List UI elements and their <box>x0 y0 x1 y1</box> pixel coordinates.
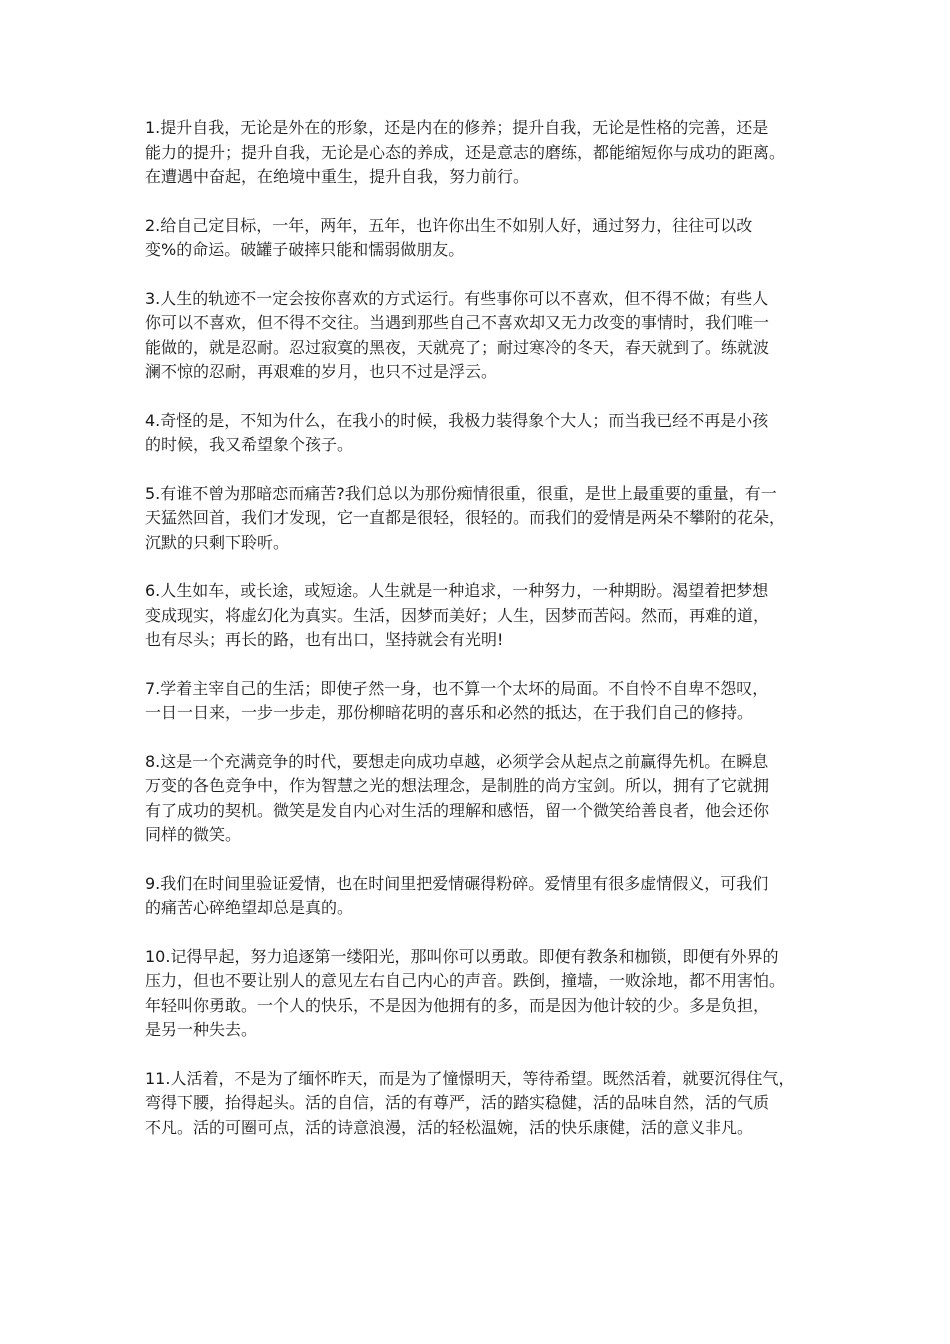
paragraph-line: 10.记得早起，努力追逐第一缕阳光，那叫你可以勇敢。即便有教条和枷锁，即便有外界的 <box>145 946 779 966</box>
paragraph-line: 澜不惊的忍耐，再艰难的岁月，也只不过是浮云。 <box>145 362 498 381</box>
paragraph-line: 你可以不喜欢，但不得不交往。当遇到那些自己不喜欢却又无力改变的事情时，我们唯一 <box>145 313 770 332</box>
paragraph-line: 万变的各色竞争中，作为智慧之光的想法理念，是制胜的尚方宝剑。所以，拥有了它就拥 <box>145 776 770 795</box>
paragraph-10 <box>145 945 835 1043</box>
paragraph-line: 是另一种失去。 <box>145 1020 258 1039</box>
paragraph-4 <box>145 409 835 458</box>
paragraph-6 <box>145 579 835 653</box>
paragraph-line: 变%的命运。破罐子破摔只能和懦弱做朋友。 <box>145 240 465 259</box>
paragraph-line: 1.提升自我，无论是外在的形象，还是内在的修养；提升自我，无论是性格的完善，还是 <box>145 118 769 137</box>
paragraph-line: 11.人活着，不是为了缅怀昨天，而是为了憧憬明天，等待希望。既然活着，就要沉得住气， <box>145 1068 795 1088</box>
paragraph-line: 变成现实，将虚幻化为真实。生活，因梦而美好；人生，因梦而苦闷。然而，再难的道， <box>145 605 770 625</box>
paragraph-line: 弯得下腰，抬得起头。活的自信，活的有尊严，活的踏实稳健，活的品味自然，活的气质 <box>145 1093 770 1112</box>
paragraph-8 <box>145 750 835 848</box>
paragraph-line: 3.人生的轨迹不一定会按你喜欢的方式运行。有些事你可以不喜欢，但不得不做；有些人 <box>145 288 769 308</box>
paragraph-line: 4.奇怪的是，不知为什么，在我小的时候，我极力装得象个大人；而当我已经不再是小孩 <box>145 410 769 430</box>
paragraph-line: 压力，但也不要让别人的意见左右自己内心的声音。跌倒，撞墙，一败涂地，都不用害怕。 <box>145 971 786 990</box>
paragraph-line: 不凡。活的可圈可点，活的诗意浪漫，活的轻松温婉，活的快乐康健，活的意义非凡。 <box>145 1117 754 1137</box>
paragraph-line: 也有尽头；再长的路，也有出口，坚持就会有光明! <box>145 630 504 649</box>
paragraph-9 <box>145 872 835 921</box>
paragraph-line: 8.这是一个充满竞争的时代，要想走向成功卓越，必须学会从起点之前赢得先机。在瞬息 <box>145 751 769 771</box>
paragraph-3 <box>145 287 835 385</box>
paragraph-line: 年轻叫你勇敢。一个人的快乐，不是因为他拥有的多，而是因为他计较的少。多是负担， <box>145 995 770 1015</box>
paragraph-2 <box>145 214 835 263</box>
paragraph-1 <box>145 116 835 190</box>
paragraph-line: 沉默的只剩下聆听。 <box>145 532 290 552</box>
paragraph-line: 2.给自己定目标，一年，两年，五年，也许你出生不如别人好，通过努力，往往可以改 <box>145 215 753 235</box>
paragraph-line: 的时候，我又希望象个孩子。 <box>145 435 354 454</box>
document-page <box>145 116 835 1164</box>
paragraph-line: 能做的，就是忍耐。忍过寂寞的黑夜，天就亮了；耐过寒冷的冬天，春天就到了。练就波 <box>145 337 770 357</box>
paragraph-5 <box>145 482 835 556</box>
paragraph-line: 6.人生如车，或长途，或短途。人生就是一种追求，一种努力，一种期盼。渴望着把梦想 <box>145 581 769 600</box>
paragraph-7 <box>145 677 835 726</box>
paragraph-line: 天猛然回首，我们才发现，它一直都是很轻，很轻的。而我们的爱情是两朵不攀附的花朵， <box>145 508 786 527</box>
paragraph-line: 一日一日来，一步一步走，那份柳暗花明的喜乐和必然的抵达，在于我们自己的修持。 <box>145 703 754 722</box>
paragraph-line: 的痛苦心碎绝望却总是真的。 <box>145 898 354 917</box>
paragraph-11 <box>145 1067 835 1141</box>
paragraph-line: 能力的提升；提升自我，无论是心态的养成，还是意志的磨练，都能缩短你与成功的距离。 <box>145 142 786 162</box>
paragraph-line: 有了成功的契机。微笑是发自内心对生活的理解和感悟，留一个微笑给善良者，他会还你 <box>145 800 770 820</box>
paragraph-line: 在遭遇中奋起，在绝境中重生，提升自我，努力前行。 <box>145 167 530 186</box>
paragraph-line: 7.学着主宰自己的生活；即使孑然一身，也不算一个太坏的局面。不自怜不自卑不怨叹， <box>145 678 769 698</box>
paragraph-line: 同样的微笑。 <box>145 825 242 844</box>
paragraph-line: 5.有谁不曾为那暗恋而痛苦?我们总以为那份痴情很重，很重，是世上最重要的重量，有一 <box>145 483 777 503</box>
paragraph-line: 9.我们在时间里验证爱情，也在时间里把爱情碾得粉碎。爱情里有很多虚情假义，可我们 <box>145 873 769 893</box>
